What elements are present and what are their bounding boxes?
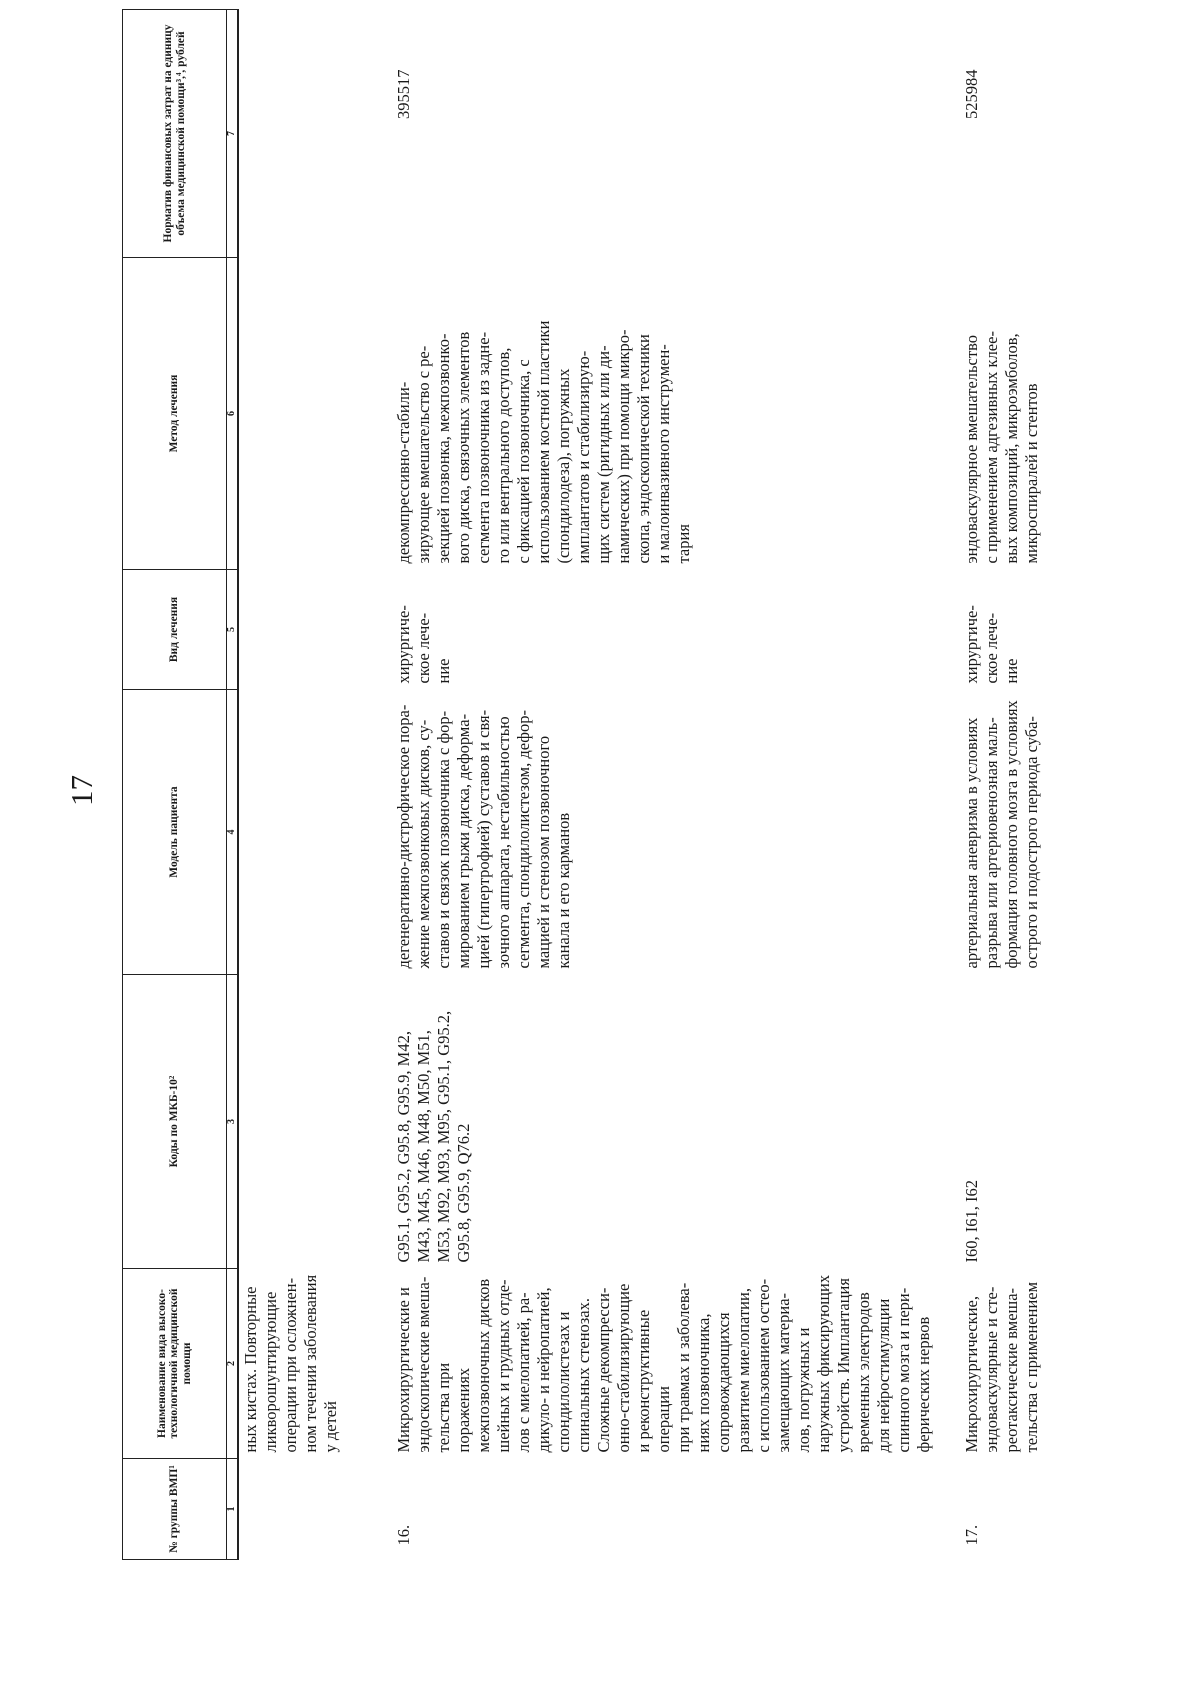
rotated-table-sheet: [122, 10, 1041, 1560]
header-method: Метод лечения: [123, 258, 227, 570]
group-number: 17.: [962, 1524, 981, 1546]
icd-codes: I60, I61, I62: [962, 1180, 981, 1263]
table-row: [934, 10, 1042, 1560]
treatment-type: хирургиче- ское лече- ние: [394, 605, 453, 684]
column-number: 5: [227, 570, 239, 690]
treatment-method: декомпрессивно-стабили- зирующее вмешательство с ре- зекцией позвонка, межпозвонко- вого диска, связочных элементов сегмента позвоночника из задне- го или вентрального доступов, с фиксацией позвоночника, с использованием костной пластики (спондилодеза), погружных имплантатов и стабилизирую- щих систем (ригидных или ди- намических) при помощи микро- скопа, эндоскопической техники и малоинвазивного инструмен- тария: [394, 320, 693, 564]
cost-standard: 395517: [394, 69, 413, 119]
header-group-number: № группы ВМП¹: [123, 1459, 227, 1560]
patient-model: дегенеративно-дистрофическое пора- жение межпозвонковых дисков, су- ставов и связок позвоночника с фор- мированием грыжи диска, деформа- цией (гипертрофией) суставов и свя- зочного аппарата, нестабильностью сегмента, спондилолистезом, дефор- мацией и стенозом позвоночного канала и его карманов: [394, 704, 573, 969]
column-number: 2: [227, 1269, 239, 1459]
column-number: 6: [227, 258, 239, 570]
treatment-method: эндоваскулярное вмешательство с применением адгезивных клее- вых композиций, микроэмболов, микроспиралей и стентов: [962, 331, 1041, 564]
column-number: 1: [227, 1459, 239, 1560]
table-row: [365, 10, 934, 1560]
header-model: Модель пациента: [123, 690, 227, 975]
patient-model: артериальная аневризма в условиях разрыва или артериовенозная маль- формация головного мозга в условиях острого и подострого периода суба-: [962, 700, 1041, 969]
continuation-name: ных кистах. Повторные ликворошунтирующие операции при осложнен- ном течении заболевания у детей: [241, 1274, 340, 1453]
page-number: 17: [64, 775, 99, 806]
header-codes: Коды по МКБ-10²: [123, 975, 227, 1269]
header-treatment-type: Вид лечения: [123, 570, 227, 690]
icd-codes: G95.1, G95.2, G95.8, G95.9, M42, M43, M45, M46, M48, M50, M51, M53, M92, M93, M95, G95.1, G95.2, G95.8, G95.9, Q76.2: [394, 1010, 473, 1263]
group-number: 16.: [394, 1524, 413, 1546]
cost-standard: 525984: [962, 69, 981, 119]
header-cost: Норматив финансовых затрат на единицу объема медицинской помощи³,⁴, рублей: [123, 10, 227, 258]
column-number: 3: [227, 975, 239, 1269]
vmp-name: Микрохирургические и эндоскопические вмеша- тельства при поражениях межпозвоночных дисков шейных и грудных отде- лов с миелопатией, ра- дикуло- и нейропатией, спондилолистезах и спинальных стенозах. Сложные декомпресси- онно-стабилизирующие и реконструктивные операции при травмах и заболева- ниях позвоночника, сопровождающихся развитием миелопатии, с использованием остео- замещающих материа- лов, погружных и наружных фиксирующих устройств. Имплантация временных электродов для нейростимуляции спинного мозга и пери- ферических нервов: [394, 1274, 933, 1453]
header-name: Наименование вида высоко-технологичной медицинской помощи: [123, 1269, 227, 1459]
treatment-type: хирургиче- ское лече- ние: [962, 605, 1021, 684]
vmp-table: [122, 9, 1042, 1560]
vmp-name: Микрохирургические, эндоваскулярные и сте- реотаксические вмеша- тельства с применением: [962, 1281, 1041, 1453]
column-number: 7: [227, 10, 239, 258]
table-header: [123, 10, 239, 1560]
table-row: [238, 10, 365, 1560]
column-number: 4: [227, 690, 239, 975]
